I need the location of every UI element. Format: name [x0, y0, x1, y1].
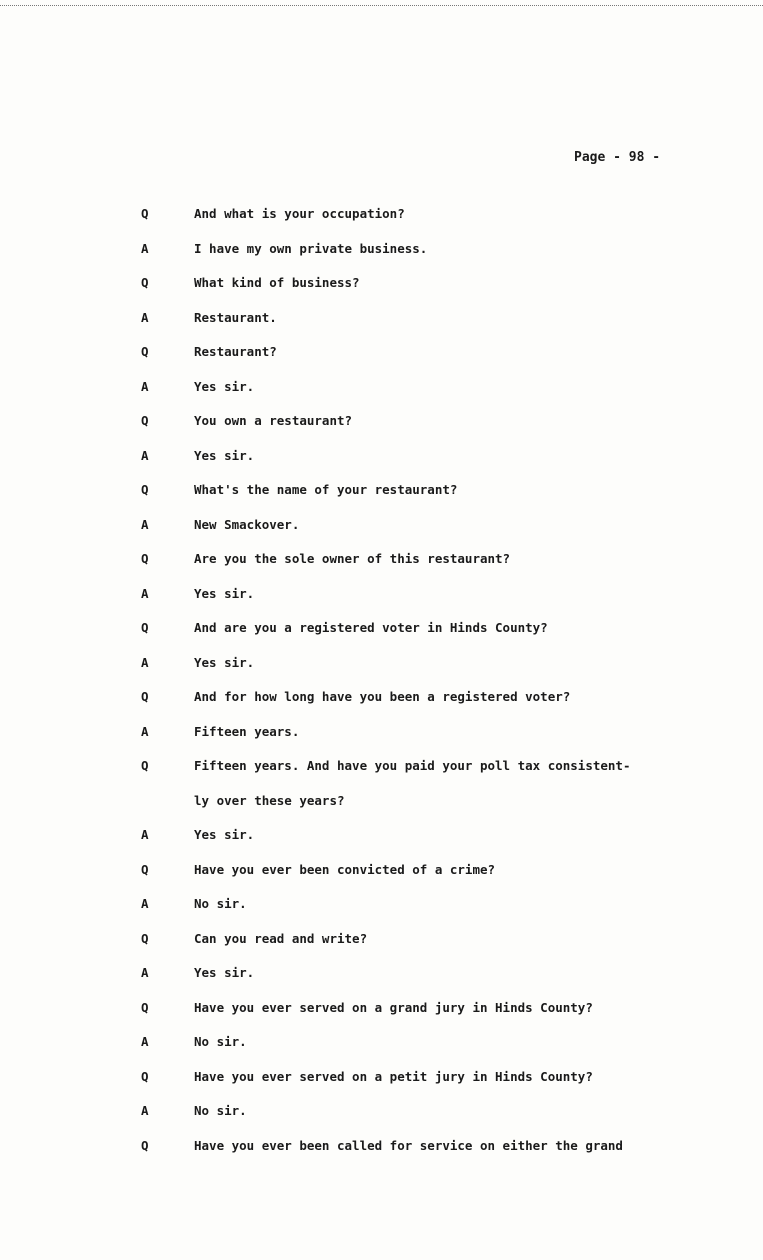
- speaker-label: A: [141, 827, 149, 842]
- testimony-text: Yes sir.: [194, 654, 255, 670]
- speaker-label: A: [141, 447, 149, 463]
- testimony-text: Yes sir.: [194, 447, 255, 463]
- testimony-text: What kind of business?: [194, 275, 360, 290]
- speaker-label: Q: [141, 999, 149, 1015]
- speaker-label: Q: [141, 861, 149, 877]
- testimony-text: Have you ever been convicted of a crime?: [194, 861, 496, 877]
- speaker-label: A: [141, 309, 149, 325]
- testimony-text: And what is your occupation?: [194, 206, 405, 221]
- testimony-text: Have you ever served on a petit jury in Hinds County?: [194, 1068, 593, 1084]
- transcript-body: [0, 206, 763, 1172]
- testimony-text: Restaurant.: [194, 309, 277, 325]
- testimony-text: You own a restaurant?: [194, 413, 353, 428]
- testimony-text: And for how long have you been a registered voter?: [194, 689, 571, 704]
- testimony-text: What's the name of your restaurant?: [194, 482, 458, 497]
- transcript-line: [0, 1000, 763, 1035]
- speaker-label: Q: [141, 275, 149, 290]
- page-number: Page - 98 -: [574, 150, 661, 165]
- speaker-label: Q: [141, 206, 149, 221]
- transcript-line: [0, 1034, 763, 1069]
- transcript-line: [0, 241, 763, 276]
- transcript-line: [0, 551, 763, 586]
- speaker-label: Q: [141, 413, 149, 428]
- transcript-line: [0, 379, 763, 414]
- testimony-text: Fifteen years.: [194, 723, 300, 739]
- transcript-line: [0, 482, 763, 517]
- speaker-label: Q: [141, 551, 149, 566]
- testimony-text: Have you ever served on a grand jury in Hinds County?: [194, 999, 593, 1015]
- transcript-line: [0, 965, 763, 1000]
- transcript-line: [0, 793, 763, 828]
- transcript-line: [0, 620, 763, 655]
- testimony-text: Have you ever been called for service on either the grand: [194, 1137, 623, 1153]
- speaker-label: A: [141, 516, 149, 532]
- testimony-text: Fifteen years. And have you paid your poll tax consistent-: [194, 758, 631, 773]
- transcript-line: [0, 931, 763, 966]
- speaker-label: A: [141, 585, 149, 601]
- testimony-text: Can you read and write?: [194, 930, 368, 946]
- speaker-label: Q: [141, 689, 149, 704]
- testimony-text: Yes sir.: [194, 827, 255, 842]
- speaker-label: A: [141, 896, 149, 911]
- speaker-label: Q: [141, 758, 149, 773]
- speaker-label: A: [141, 1103, 149, 1118]
- speaker-label: A: [141, 965, 149, 980]
- speaker-label: A: [141, 1034, 149, 1049]
- speaker-label: Q: [141, 620, 149, 635]
- testimony-text: New Smackover.: [194, 516, 300, 532]
- transcript-line: [0, 1069, 763, 1104]
- transcript-line: [0, 1103, 763, 1138]
- testimony-text: And are you a registered voter in Hinds County?: [194, 620, 548, 635]
- transcript-line: [0, 655, 763, 690]
- testimony-text: No sir.: [194, 1034, 247, 1049]
- transcript-line: [0, 448, 763, 483]
- speaker-label: Q: [141, 1068, 149, 1084]
- speaker-label: A: [141, 723, 149, 739]
- transcript-line: [0, 896, 763, 931]
- transcript-line: [0, 344, 763, 379]
- page-top-edge: [0, 0, 763, 6]
- transcript-line: [0, 310, 763, 345]
- transcript-line: [0, 689, 763, 724]
- transcript-line: [0, 827, 763, 862]
- testimony-text: I have my own private business.: [194, 240, 428, 256]
- testimony-text: Yes sir.: [194, 378, 255, 394]
- speaker-label: Q: [141, 344, 149, 359]
- speaker-label: Q: [141, 482, 149, 497]
- transcript-line: [0, 758, 763, 793]
- testimony-text: Are you the sole owner of this restaurant?: [194, 551, 511, 566]
- transcript-line: [0, 275, 763, 310]
- testimony-text: ly over these years?: [194, 792, 345, 808]
- speaker-label: A: [141, 240, 149, 256]
- testimony-text: Yes sir.: [194, 585, 255, 601]
- speaker-label: A: [141, 654, 149, 670]
- transcript-line: [0, 862, 763, 897]
- transcript-line: [0, 1138, 763, 1173]
- transcript-line: [0, 517, 763, 552]
- speaker-label: Q: [141, 1137, 149, 1153]
- transcript-line: [0, 724, 763, 759]
- transcript-line: [0, 206, 763, 241]
- speaker-label: Q: [141, 930, 149, 946]
- transcript-line: [0, 586, 763, 621]
- testimony-text: No sir.: [194, 1103, 247, 1118]
- testimony-text: Yes sir.: [194, 965, 255, 980]
- testimony-text: No sir.: [194, 896, 247, 911]
- speaker-label: A: [141, 378, 149, 394]
- transcript-line: [0, 413, 763, 448]
- testimony-text: Restaurant?: [194, 344, 277, 359]
